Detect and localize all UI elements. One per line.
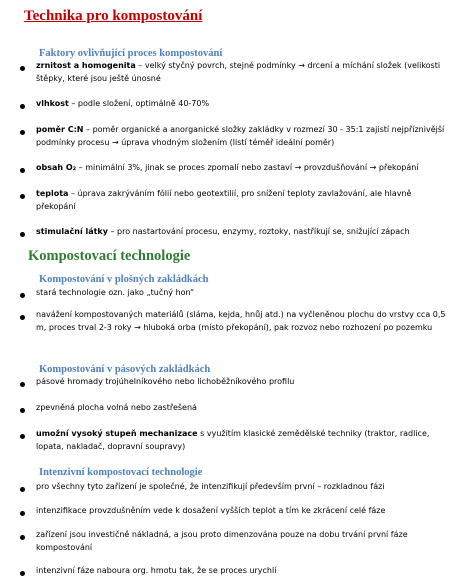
bullet-icon: [20, 535, 25, 540]
sub2-subheading: Kompostování v pásových zakládkách: [39, 364, 211, 375]
bullet-icon: [20, 66, 25, 71]
bullet-icon: [20, 382, 25, 387]
list-item: vlhkost – podle složení, optimálně 40-70%: [36, 99, 210, 108]
list-item: zpevněná plocha volná nebo zastřešená: [36, 403, 197, 412]
list-item: intenzifikace provzdušněním vede k dosažení vyšších teplot a tím ke zkrácení celé fáze: [36, 506, 386, 515]
list-item: teplota – úprava zakrýváním fólií nebo geotextilií, pro snížení teploty zavlažování, ale hlavně překopání: [36, 189, 412, 211]
bullet-icon: [20, 293, 25, 298]
list-item: stimulační látky – pro nastartování procesu, enzymy, roztoky, nastříkují se, snižující zápach: [36, 227, 410, 236]
bullet-icon: [20, 487, 25, 492]
list-item: zrnitost a homogenita – velký styčný povrch, stejné podmínky → drcení a míchání složek (velikosti štěpky, které jsou ještě únosné: [36, 61, 441, 83]
section1-subheading: Faktory ovlivňující proces kompostování: [39, 48, 223, 59]
list-item: pásové hromady trojúhelníkového nebo lichoběžníkového profilu: [36, 377, 295, 386]
list-item: intenzivní fáze naboura org. hmotu tak, že se proces urychlí: [36, 566, 277, 575]
list-item: navážení kompostovaných materiálů (sláma, kejda, hnůj atd.) na vyčleněnou plochu do vrstvy cca 0,5 m, proces trval 2-3 roky → hluboká orba (místo překopání), pak rozvoz nebo rozhození po pozemku: [36, 310, 446, 332]
section2-heading: Kompostovací technologie: [28, 248, 191, 264]
document-title: Technika pro kompostování: [24, 8, 203, 24]
bullet-icon: [20, 315, 25, 320]
list-item: umožní vysoký stupeň mechanizace s využitím klasické zemědělské techniky (traktor, radlice, lopata, nakladač, dopravní soupravy): [36, 429, 430, 451]
sub1-subheading: Kompostování v plošných zakládkách: [39, 274, 209, 285]
bullet-icon: [20, 194, 25, 199]
bullet-icon: [20, 511, 25, 516]
bullet-icon: [20, 168, 25, 173]
list-item: zařízení jsou investičně nákladná, a jsou proto dimenzována pouze na dobu trvání první fáze kompostování: [36, 530, 408, 552]
list-item: obsah O₂ – minimální 3%, jinak se proces zpomalí nebo zastaví → provzdušňování → překopání: [36, 163, 419, 172]
bullet-icon: [20, 104, 25, 109]
bullet-icon: [20, 434, 25, 439]
bullet-icon: [20, 130, 25, 135]
bullet-icon: [20, 408, 25, 413]
sub3-subheading: Intenzivní kompostovací technologie: [39, 467, 203, 478]
list-item: pro všechny tyto zařízení je společné, že intenzifikují především první – rozkladnou fázi: [36, 482, 385, 491]
bullet-icon: [20, 571, 25, 576]
list-item: stará technologie ozn. jako „tučný hon“: [36, 288, 195, 297]
list-item: poměr C:N – poměr organické a anorganické složky zakládky v rozmezí 30 - 35:1 zajistí nejpříznivější podmínky procesu → úprava vhodným složením (listí téměř ideální poměr): [36, 125, 445, 147]
bullet-icon: [20, 232, 25, 237]
